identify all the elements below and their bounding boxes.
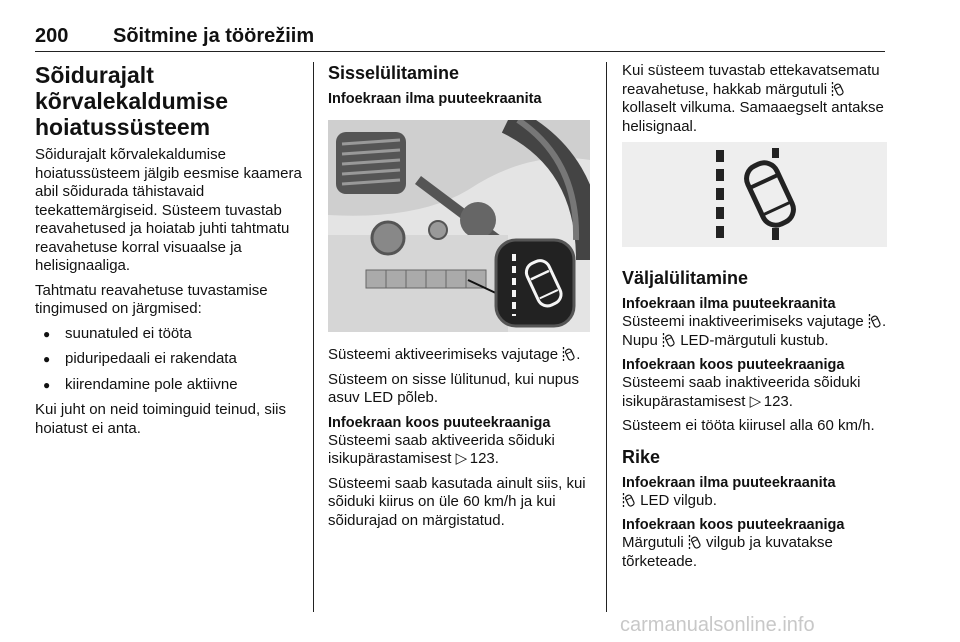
lane-departure-icon — [831, 81, 845, 97]
paragraph: Süsteemi saab kasutada ainult siis, kui sõiduki kiirus on üle 60 km/h ja kui sõidurajad on märgistatud. — [328, 474, 586, 529]
column-1 — [35, 62, 303, 444]
paragraph: Süsteemi saab inaktiveerida sõiduki isikupärastamisest ▷ 123. — [622, 374, 861, 410]
paragraph: Süsteemi saab aktiveerida sõiduki isikupärastamisest ▷ 123. — [328, 431, 555, 467]
subheading: Infoekraan ilma puuteekraanita — [622, 474, 836, 491]
subheading: Infoekraan ilma puuteekraanita — [328, 91, 542, 107]
paragraph: LED vilgub. — [622, 492, 887, 511]
condition-list — [35, 325, 303, 395]
paragraph: Süsteemi aktiveerimiseks vajutage . — [328, 346, 581, 363]
list-item: ● suunatuled ei tööta — [35, 325, 303, 344]
list-item: ● piduripedaali ei rakendata — [35, 350, 303, 369]
chapter-title: Sõitmine ja töörežiim — [113, 25, 315, 47]
lane-departure-icon — [868, 313, 882, 329]
paragraph: Süsteemi inaktiveerimiseks vajutage . Nupu LED-märgutuli kustub. — [622, 313, 887, 349]
watermark: carmanualsonline.info — [620, 614, 815, 636]
paragraph: Süsteem on sisse lülitunud, kui nupus asuv LED põleb. — [328, 370, 579, 406]
column-divider — [606, 62, 607, 612]
column-divider — [313, 62, 314, 612]
lane-departure-icon — [622, 492, 636, 508]
lane-departure-icon — [562, 346, 576, 362]
column-2 — [328, 62, 590, 536]
section-title-fault: Rike — [622, 446, 661, 467]
paragraph: Kui süsteem tuvastab ettekavatsematu reavahetuse, hakkab märgutuli kollaselt vilkuma. Samaaegselt antakse helisignaal. — [622, 62, 884, 135]
column-3 — [622, 62, 887, 577]
subheading: Infoekraan ilma puuteekraanita — [622, 296, 836, 312]
lane-departure-icon — [688, 534, 702, 550]
page-reference-icon: ▷ — [455, 450, 468, 467]
paragraph: Märgutuli vilgub ja kuvatakse tõrketeade. — [622, 534, 833, 570]
list-item: ● kiirendamine pole aktiivne — [35, 376, 303, 395]
subheading: Infoekraan koos puuteekraaniga — [622, 357, 845, 373]
section-title-activation: Sisselülitamine — [328, 63, 460, 83]
subheading: Infoekraan koos puuteekraaniga — [328, 414, 551, 431]
page-header — [35, 25, 885, 52]
lane-departure-indicator-illustration — [622, 142, 887, 247]
dashboard-illustration — [328, 120, 590, 332]
subheading: Infoekraan koos puuteekraaniga — [622, 517, 845, 533]
paragraph: Kui juht on neid toiminguid teinud, siis hoiatust ei anta. — [35, 401, 286, 437]
lane-departure-icon — [662, 332, 676, 348]
page-number: 200 — [35, 25, 69, 47]
page-reference-icon: ▷ — [749, 392, 762, 410]
paragraph: Sõidurajalt kõrvalekaldumise hoiatussüsteem jälgib eesmise kaamera abil sõidurada tähistavaid teekattemärgiseid. Süsteem tuvastab reavahetused ja hoiatab juhti tahtmatu reavahetuse korral visuaalse ja helisignaaliga. — [35, 146, 302, 274]
paragraph: Süsteem ei tööta kiirusel alla 60 km/h. — [622, 417, 875, 434]
section-title: Sõidurajalt kõrvalekaldumise hoiatussüsteem — [35, 62, 229, 140]
paragraph: Tahtmatu reavahetuse tuvastamise tingimused on järgmised: — [35, 281, 268, 317]
section-title-deactivation: Väljalülitamine — [622, 268, 749, 288]
